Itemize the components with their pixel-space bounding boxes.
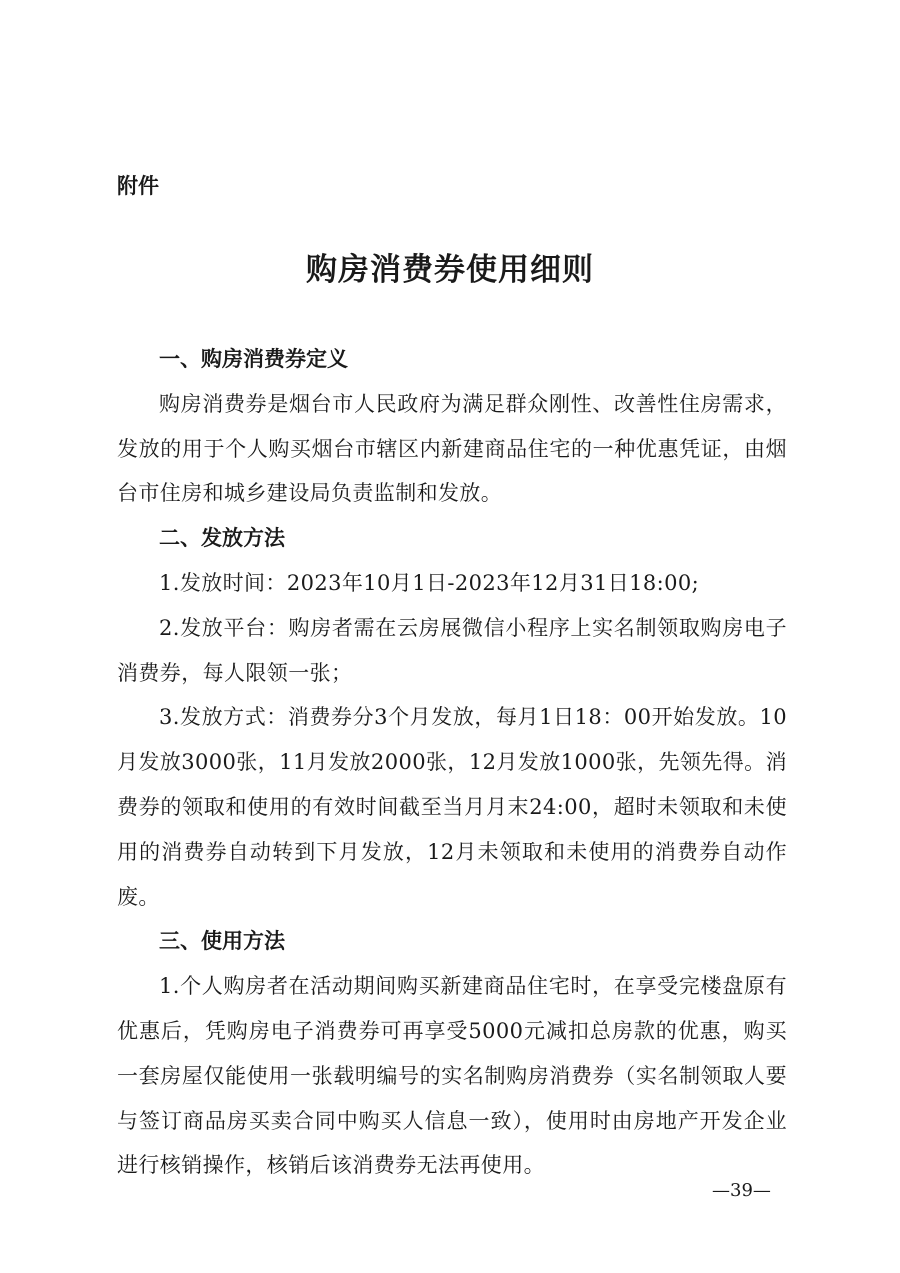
annex-label: 附件 xyxy=(117,174,159,198)
paragraph-usage-rules: 1.个人购房者在活动期间购买新建商品住宅时，在享受完楼盘原有优惠后，凭购房电子消费券可再享受5000元减扣总房款的优惠，购买一套房屋仅能使用一张载明编号的实名制购房消费券（实名制领取人要与签订商品房买卖合同中购买人信息一致），使用时由房地产开发企业进行核销操作，核销后该消费券无法再使用。 xyxy=(117,974,787,1178)
section-definition xyxy=(117,337,787,516)
document-title: 购房消费券使用细则 xyxy=(306,252,594,288)
page-number: —39— xyxy=(712,1180,771,1201)
document-body xyxy=(117,337,787,1188)
section-heading-distribution: 二、发放方法 xyxy=(159,526,285,551)
paragraph-definition: 购房消费券是烟台市人民政府为满足群众刚性、改善性住房需求，发放的用于个人购买烟台市辖区内新建商品住宅的一种优惠凭证，由烟台市住房和城乡建设局负责监制和发放。 xyxy=(117,391,787,506)
section-heading-definition: 一、购房消费券定义 xyxy=(159,347,348,371)
section-distribution xyxy=(117,516,787,919)
paragraph-distribution-method: 3.发放方式：消费券分3个月发放，每月1日18：00开始发放。10月发放3000张，11月发放2000张，12月发放1000张，先领先得。消费券的领取和使用的有效时间截至当月月末24:00，超时未领取和未使用的消费券自动转到下月发放，12月未领取和未使用的消费券自动作废。 xyxy=(117,705,787,909)
section-usage xyxy=(117,919,787,1188)
paragraph-distribution-platform: 2.发放平台：购房者需在云房展微信小程序上实名制领取购房电子消费券，每人限领一张； xyxy=(117,615,787,685)
section-heading-usage: 三、使用方法 xyxy=(159,929,285,954)
paragraph-distribution-time: 1.发放时间：2023年10月1日-2023年12月31日18:00; xyxy=(159,570,700,595)
